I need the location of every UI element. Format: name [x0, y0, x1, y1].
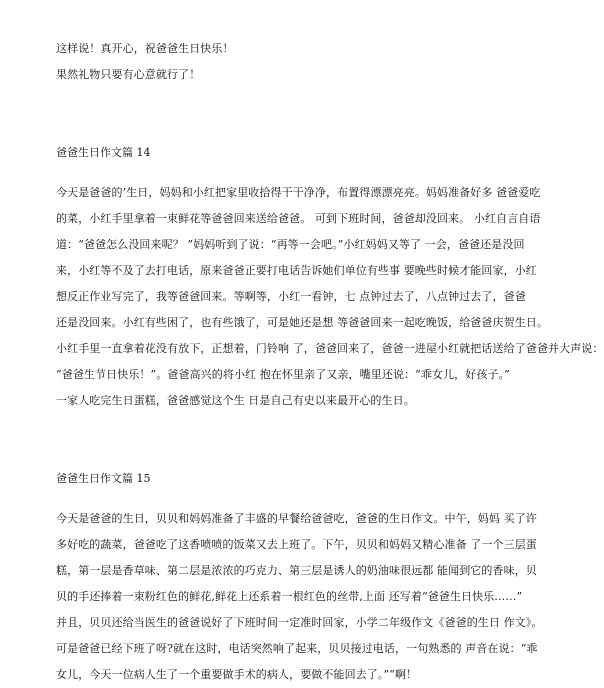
intro-paragraph	[56, 36, 452, 88]
text-line: 来，小红等不及了去打电话，原来爸爸正要打电话告诉她们单位有些事 要晚些时候才能回家，小红	[56, 264, 537, 277]
text-line: 道：“爸爸怎么没回来呢？ ”妈妈听到了说：“再等一会吧。”小红妈妈又等了 一会，爸爸还是没回	[56, 238, 525, 251]
text-line: 多好吃的蔬菜，爸爸吃了这香喷喷的饭菜又去上班了。下午，贝贝和妈妈又精心准备 了一个三层蛋	[56, 538, 537, 551]
text-line: 还是没回来。小红有些困了，也有些饿了，可是她还是想 等爸爸回来一起吃晚饭，给爸爸庆贺生日。	[56, 316, 548, 329]
text-line: 这样说！真开心，祝爸爸生日快乐！	[56, 42, 234, 55]
text-line: 女儿，今天一位病人生了一个重要做手术的病人，要做不能回去了。”“啊！	[56, 668, 418, 681]
section-15-body	[56, 506, 543, 688]
text-line: 贝的手还捧着一束粉红色的鲜花,鲜花上还系着一根红色的丝带,上面 还写着“爸爸生日快乐……”	[56, 590, 523, 603]
text-line: 今天是爸爸的’生日，妈妈和小红把家里收拾得干干净净，布置得漂漂亮亮。妈妈准备好多 爸爸爱吃	[56, 186, 541, 199]
section-14-body	[56, 180, 604, 414]
text-line: “爸爸生节日快乐！”。爸爸高兴的将小红 抱在怀里亲了又亲，嘴里还说：“乖女儿，好孩子。”	[56, 368, 510, 381]
document-page	[56, 36, 604, 688]
text-line: 的菜，小红手里拿着一束鲜花等爸爸回来送给爸爸。 可到下班时间，爸爸却没回来。 小红自言自语	[56, 212, 541, 225]
text-line: 可是爸爸已经下班了呀?就在这时，电话突然响了起来，贝贝接过电话，一句熟悉的 声音在说：“乖	[56, 642, 538, 655]
text-line: 并且，贝贝还给当医生的爸爸说好了下班时间一定准时回家，小学二年级作文《爸爸的生日 作文》。	[56, 616, 543, 629]
text-line: 果然礼物只要有心意就行了！	[56, 68, 201, 81]
section-15-title: 爸爸生日作文篇 15	[56, 472, 151, 485]
text-line: 小红手里一直拿着花没有放下，正想着，门铃响 了，爸爸回来了，爸爸一进屋小红就把话送给了爸爸并大声说：	[56, 342, 604, 355]
section-14-title: 爸爸生日作文篇 14	[56, 146, 151, 159]
text-line: 一家人吃完生日蛋糕，爸爸感觉这个生 日是自己有史以来最开心的生日。	[56, 394, 415, 407]
text-line: 今天是爸爸的生日，贝贝和妈妈准备了丰盛的早餐给爸爸吃，爸爸的生日作文。中午，妈妈 买了许	[56, 512, 537, 525]
text-line: 糕，第一层是香草味、第二层是浓浓的巧克力、第三层是诱人的奶油味很远都 能闻到它的香味，贝	[56, 564, 537, 577]
text-line: 想反正作业写完了，我等爸爸回来。等啊等，小红一看钟，七 点钟过去了，八点钟过去了，爸爸	[56, 290, 526, 303]
